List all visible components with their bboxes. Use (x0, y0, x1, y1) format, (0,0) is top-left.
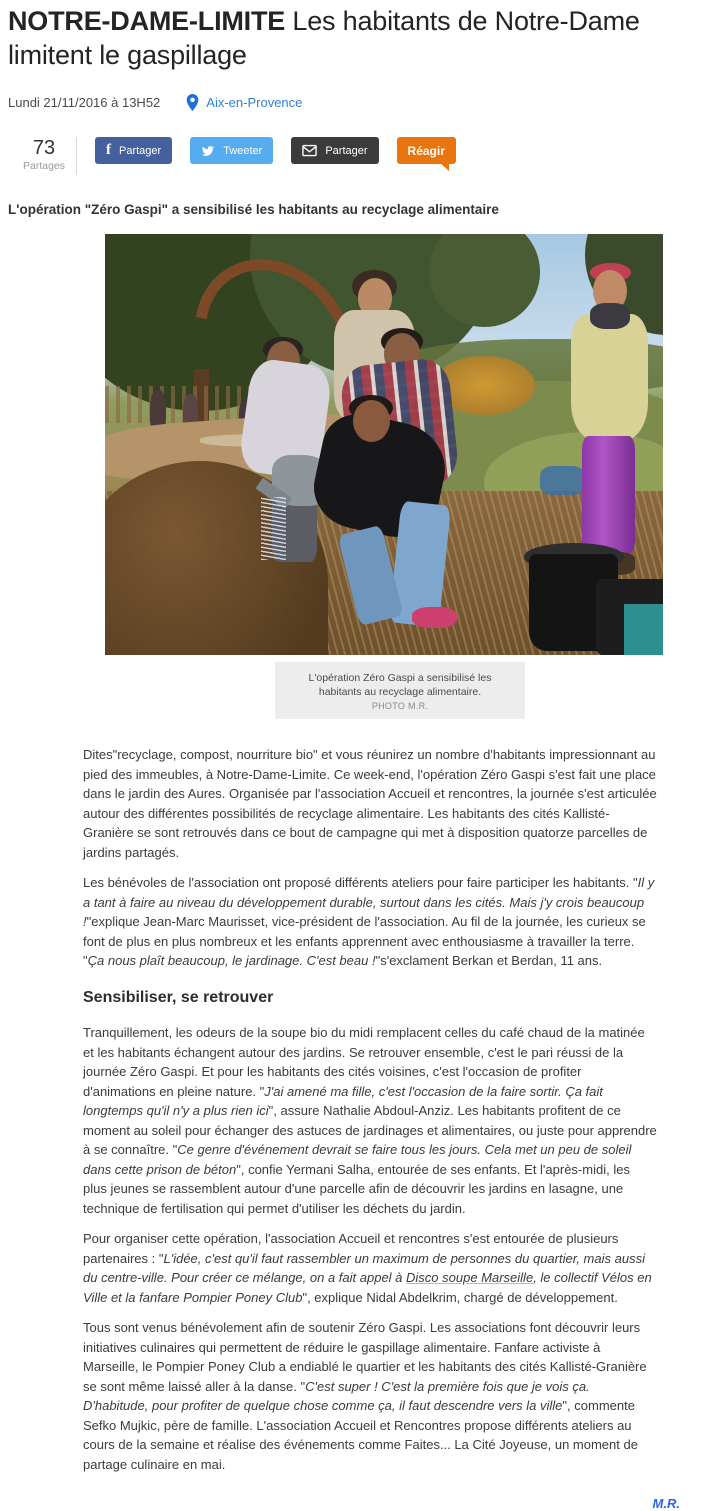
photo-credit: PHOTO M.R. (371, 701, 429, 711)
title-kicker: NOTRE-DAME-LIMITE (8, 6, 286, 36)
paragraph-text: , le collectif Vélos en Ville et la fanfare Pompier Poney Club (83, 1270, 652, 1305)
article-paragraph (83, 1318, 657, 1474)
map-pin-icon (186, 94, 199, 111)
paragraph-text: J'ai amené ma fille, c'est l'occasion de la faire sortir. Ça fait longtemps qu'il n'y a plus rien ici (83, 1083, 603, 1118)
location (186, 94, 302, 111)
facebook-icon: f (106, 142, 111, 158)
article-paragraph (83, 1229, 657, 1307)
paragraph-text: Ça nous plaît beaucoup, le jardinage. C'est beau ! (87, 953, 376, 968)
share-count-value: 73 (32, 137, 56, 159)
photo-caption (275, 662, 525, 719)
email-share-label: Partager (325, 144, 368, 157)
paragraph-text: Il y a tant à faire au niveau du développement durable, surtout dans les cités. Mais j'y crois beaucoup ! (83, 875, 655, 929)
paragraph-text: Ce genre d'événement devrait se faire tous les jours. Cela met un peu de soleil dans cette prison de béton (83, 1142, 632, 1177)
facebook-share-button[interactable] (95, 137, 172, 164)
article-paragraph (83, 873, 657, 971)
paragraph-text: Pour organiser cette opération, l'association Accueil et rencontres s'est entourée de plusieurs partenaires : " (83, 1231, 619, 1266)
paragraph-text: Dites"recyclage, compost, nourriture bio" et vous réunirez un nombre d'habitants impressionnant au pied des immeubles, à Notre-Dame-Limite. Ce week-end, l'opération Zéro Gaspi s'est fait une place dans le jardin des Aures. Organisée par l'association Accueil et rencontres, la journée s'est articulée autour des différentes possibilités de recyclage alimentaire. Les habitants des cités Kallisté-Granière se sont retrouvés dans ce bout de campagne qui met à disposition quatorze parcelles de jardins partagés. (83, 747, 657, 860)
photo-blue-tarp (540, 466, 585, 495)
twitter-bird-icon (201, 145, 215, 157)
paragraph-text: "s'exclament Berkan et Berdan, 11 ans. (375, 953, 603, 968)
paragraph-text: Tranquillement, les odeurs de la soupe bio du midi remplacent celles du café chaud de la matinée et les habitants échangent autour des jardins. Se retrouver ensemble, c'est le pari réussi de la journée Zéro Gaspi. Et pour les habitants des cités voisines, c'est l'occasion de profiter d'animations en pleine nature. " (83, 1025, 645, 1099)
photo-caption-text: L'opération Zéro Gaspi a sensibilisé les habitants au recyclage alimentaire. (308, 672, 492, 698)
article-photo (105, 234, 663, 655)
article-paragraph (83, 1023, 657, 1218)
article-date: Lundi 21/11/2016 à 13H52 (8, 95, 161, 110)
envelope-icon (302, 144, 317, 157)
inline-link[interactable]: Disco soupe Marseille (406, 1270, 534, 1285)
twitter-share-label: Tweeter (223, 144, 263, 157)
divider (76, 137, 77, 175)
paragraph-text: Tous sont venus bénévolement afin de soutenir Zéro Gaspi. Les associations font découvrir leurs initiatives culinaires qui permettent de réduire le gaspillage alimentaire. Fanfare activiste à Marseille, le Pompier Poney Club a endiablé le quartier et les habitants des cités Kallisté-Granière se sont même laissé aller à la danse. " (83, 1320, 647, 1394)
article-standfirst: L'opération "Zéro Gaspi" a sensibilisé les habitants au recyclage alimentaire (8, 202, 499, 217)
share-bar (8, 137, 715, 179)
title-text: Les habitants de Notre-Dame limitent le gaspillage (8, 6, 640, 70)
twitter-share-button[interactable] (190, 137, 273, 164)
facebook-share-label: Partager (119, 144, 162, 157)
section-subheading: Sensibiliser, se retrouver (83, 988, 274, 1006)
share-counter (20, 137, 68, 172)
share-count-label: Partages (22, 160, 66, 172)
page-title (8, 4, 715, 72)
paragraph-text: C'est super ! C'est la première fois que je vois ça. D'habitude, pour profiter de quelque chose comme ça, il faut descendre vers la ville (83, 1378, 590, 1413)
photo-teal-bucket (624, 604, 663, 655)
author-signature: M.R. (652, 1496, 680, 1511)
paragraph-text: ", explique Nidal Abdelkrim, chargé de développement. (302, 1289, 618, 1305)
email-share-button[interactable] (291, 137, 378, 164)
article-meta (8, 94, 715, 111)
react-button-label: Réagir (407, 143, 445, 158)
article-paragraph (83, 745, 657, 862)
paragraph-text: "explique Jean-Marc Maurisset, vice-président de l'association. Au fil de la journée, les curieux se font de plus en plus nombreux et les enfants apprennent avec enthousiasme à travailler la terre. " (83, 914, 646, 968)
photo-woman-yellow (582, 436, 634, 554)
photo-woman-yellow (590, 303, 629, 328)
photo-kid-black-jacket (412, 607, 457, 628)
paragraph-text: ", assure Nathalie Abdoul-Anziz. Les habitants profitent de ce moment au soleil pour échanger des astuces de jardinages et alimentaires, ou juste pour apprendre à se connaître. " (83, 1103, 657, 1157)
react-button[interactable] (397, 137, 456, 164)
article-body (83, 745, 657, 1474)
paragraph-text: ", confie Yermani Salha, entourée de ses enfants. Et l'après-midi, les plus jeunes se rassemblent autour d'une parcelle afin de découvrir les jardins en lasagne, une technique de fertilisation qui permet d'utiliser les déchets du jardin. (83, 1161, 630, 1216)
location-link[interactable]: Aix-en-Provence (206, 95, 303, 110)
paragraph-text: ", commente Sefko Mujkic, père de famille. L'association Accueil et Rencontres propose différents ateliers au cours de la semaine et réalise des événements comme Faites... La Cité Joyeuse, un moment de partage culinaire en mai. (83, 1398, 638, 1472)
paragraph-text: Les bénévoles de l'association ont proposé différents ateliers pour faire participer les habitants. " (83, 875, 638, 890)
photo-water-stream (261, 497, 286, 560)
paragraph-text: L'idée, c'est qu'il faut rassembler un maximum de personnes du quartier, mais aussi du centre-ville. Pour créer ce mélange, on a fait appel à (83, 1250, 645, 1285)
photo-woman-yellow (571, 314, 648, 440)
